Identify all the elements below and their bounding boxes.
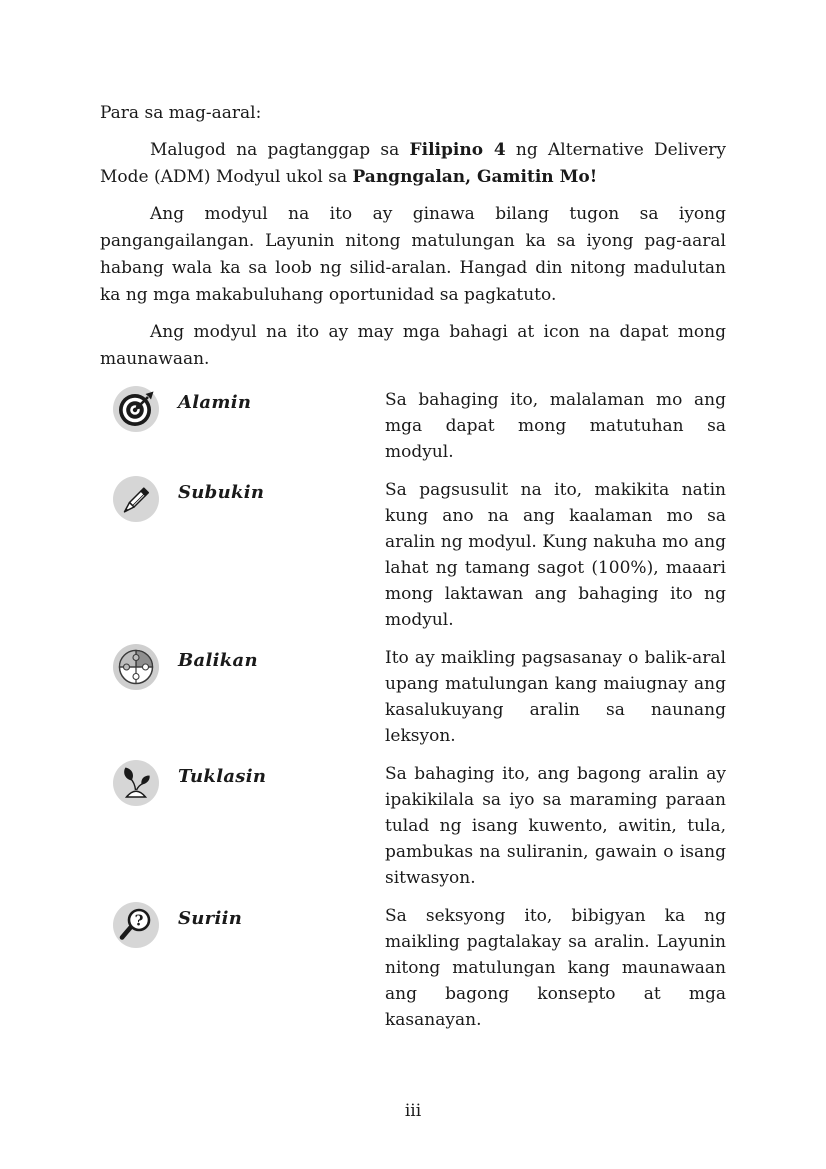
purpose-paragraph: Ang modyul na ito ay ginawa bilang tugon sa iyong pangangailangan. Layunin nitong matulungan ka sa iyong pag-aaral habang wala ka sa loob ng silid-aralan. Hangad din nitong madulutan ka ng mga makabuluhang oportunidad sa pagkatuto. (100, 204, 726, 305)
guide-desc-alamin: Sa bahaging ito, malalaman mo ang mga dapat mong matutuhan sa modyul. (385, 390, 726, 462)
module-title-bold: Pangngalan, Gamitin Mo! (352, 167, 598, 187)
magnifier-question-icon (112, 901, 178, 949)
welcome-text-1: Malugod na pagtanggap sa (150, 140, 410, 160)
guide-row-suriin (100, 903, 726, 1033)
page-number: iii (404, 1101, 422, 1121)
welcome-text-2: ng Alternative Delivery Mode (ADM) Modyul ukol sa (100, 140, 726, 187)
guide-label-balikan: Balikan (178, 650, 258, 671)
guide-desc-subukin: Sa pagsusulit na ito, makikita natin kung ano na ang kaalaman mo sa aralin ng modyul. Kung nakuha mo ang lahat ng tamang sagot (100%), maaari mong laktawan ang bahaging ito ng modyul. (385, 480, 726, 630)
guide-label-tuklasin: Tuklasin (178, 766, 267, 787)
guide-row-balikan (100, 645, 726, 749)
svg-text:?: ? (134, 911, 144, 930)
welcome-paragraph (100, 137, 726, 191)
guide-desc-suriin: Sa seksyong ito, bibigyan ka ng maikling pagtalakay sa aralin. Layunin nitong matulungan kang maunawaan ang bagong konsepto at mga kasanayan. (385, 906, 726, 1030)
icons-intro-paragraph: Ang modyul na ito ay may mga bahagi at icon na dapat mong maunawaan. (100, 322, 726, 369)
sprout-icon (112, 759, 178, 807)
target-dart-icon (112, 385, 178, 433)
guide-desc-tuklasin: Sa bahaging ito, ang bagong aralin ay ipakikilala sa iyo sa maraming paraan tulad ng isang kuwento, awitin, tula, pambukas na suliranin, gawain o isang sitwasyon. (385, 764, 726, 888)
icon-guide-table (100, 387, 726, 1033)
guide-label-subukin: Subukin (178, 482, 265, 503)
subject-name-bold: Filipino 4 (409, 140, 506, 160)
guide-row-tuklasin (100, 761, 726, 891)
page-title: Para sa mag-aaral: (100, 103, 262, 123)
guide-row-subukin (100, 477, 726, 633)
guide-desc-balikan: Ito ay maikling pagsasanay o balik-aral upang matulungan kang maiugnay ang kasalukuyang aralin sa naunang leksyon. (385, 648, 726, 746)
puzzle-icon (112, 643, 178, 691)
pencil-icon (112, 475, 178, 523)
guide-row-alamin (100, 387, 726, 465)
guide-label-alamin: Alamin (178, 392, 252, 413)
guide-label-suriin: Suriin (178, 908, 243, 929)
